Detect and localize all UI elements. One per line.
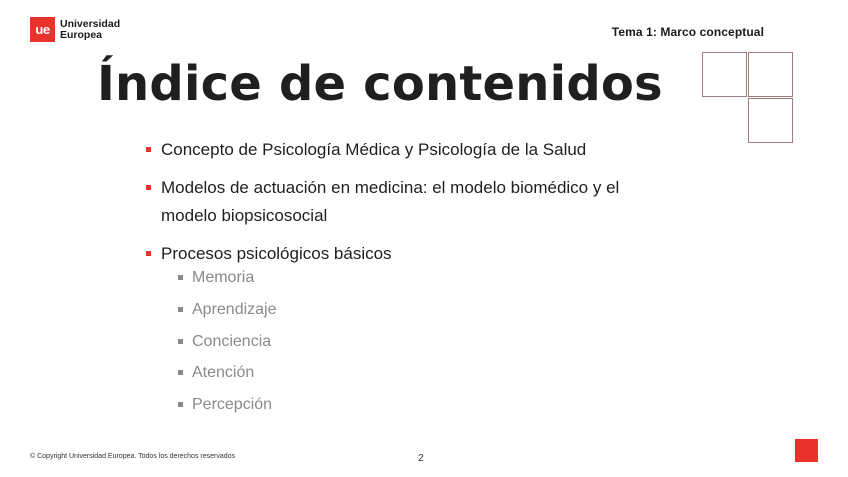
decorative-square xyxy=(748,98,793,143)
list-item xyxy=(145,240,625,421)
gray-bullet-icon xyxy=(178,370,183,375)
sub-list-item-text: Conciencia xyxy=(192,332,272,350)
sub-list-item-text: Aprendizaje xyxy=(192,300,277,318)
sub-list-item-text: Percepción xyxy=(192,396,273,414)
gray-bullet-icon xyxy=(178,307,183,312)
sub-list-item xyxy=(161,357,625,389)
sub-list-item xyxy=(161,389,625,421)
sub-list-item-text: Atención xyxy=(192,364,255,382)
page-number: 2 xyxy=(418,453,424,464)
red-bullet-icon xyxy=(146,147,151,152)
topic-label: Tema 1: Marco conceptual xyxy=(611,25,764,39)
slide-title: Índice de contenidos xyxy=(97,56,663,112)
list-item-text: Modelos de actuación en medicina: el modelo biomédico y el modelo biopsicosocial xyxy=(161,177,620,225)
logo-line-2: Europea xyxy=(60,28,103,41)
logo-line-1: Universidad xyxy=(60,17,121,30)
ue-logo-mark: ue xyxy=(30,17,55,42)
sub-list-item-text: Memoria xyxy=(192,269,255,286)
list-item xyxy=(145,136,625,165)
decorative-square xyxy=(702,52,747,97)
contents-list xyxy=(145,136,625,430)
decorative-square xyxy=(748,52,793,97)
gray-bullet-icon xyxy=(178,402,183,407)
corner-square-decoration xyxy=(795,439,818,462)
gray-bullet-icon xyxy=(178,339,183,344)
sub-list-item xyxy=(161,262,625,294)
list-item-text: Concepto de Psicología Médica y Psicología de la Salud xyxy=(161,140,587,159)
sub-list xyxy=(161,262,625,421)
list-item xyxy=(145,174,625,231)
sub-list-item xyxy=(161,294,625,326)
sub-list-item xyxy=(161,326,625,358)
copyright-notice: © Copyright Universidad Europea. Todos los derechos reservados xyxy=(30,453,236,460)
red-bullet-icon xyxy=(146,251,151,256)
list-item-text: Procesos psicológicos básicos xyxy=(161,243,392,263)
gray-bullet-icon xyxy=(178,275,183,280)
university-logo xyxy=(30,17,120,42)
logo-wordmark xyxy=(60,19,120,41)
red-bullet-icon xyxy=(146,185,151,190)
